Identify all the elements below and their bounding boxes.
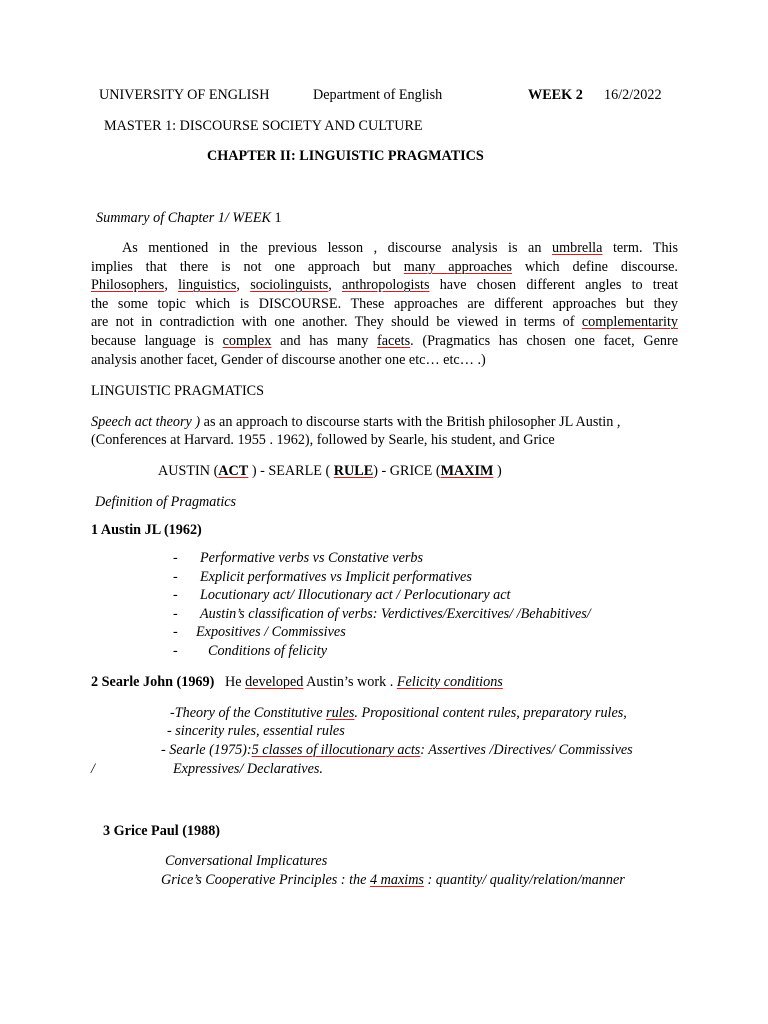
- searle-line-1-pre: -Theory of the Constitutive: [170, 705, 327, 721]
- searle-heading-line: [91, 673, 503, 692]
- austin-item: Expositives / Commissives: [196, 624, 346, 640]
- summary-underlined-term: linguistics: [178, 277, 237, 294]
- austin-searle-grice-row: [158, 462, 502, 481]
- summary-text: are not in contradiction with one another. They should be viewed in terms of: [91, 314, 582, 331]
- searle-line-1-rules: rules: [326, 705, 355, 721]
- searle-line-2: - sincerity rules, essential rules: [167, 723, 345, 739]
- week-label: WEEK 2: [528, 87, 583, 103]
- course-title: MASTER 1: DISCOURSE SOCIETY AND CULTURE: [104, 118, 423, 134]
- summary-heading: [96, 209, 282, 228]
- rule-keyword: RULE: [333, 463, 374, 479]
- austin-item: Conditions of felicity: [208, 643, 328, 659]
- summary-heading-number: 1: [274, 210, 282, 226]
- searle-he: He: [225, 674, 246, 690]
- searle-line-1-post: . Propositional content rules, preparatory rules,: [354, 705, 627, 721]
- summary-text: ,: [236, 277, 251, 294]
- department-name: Department of English: [313, 87, 443, 103]
- summary-line: [91, 313, 678, 332]
- summary-underlined-term: Philosophers: [91, 277, 165, 294]
- cooperative-pre: Grice’s Cooperative Principles : the: [161, 872, 370, 888]
- bullet-dash: -: [173, 606, 178, 622]
- summary-underlined-term: many approaches: [403, 258, 513, 275]
- summary-text: because language is: [91, 332, 223, 349]
- summary-line: [91, 276, 678, 295]
- summary-text: analysis another facet, Gender of discourse another one etc… etc… .): [91, 351, 486, 368]
- searle-line-1: [170, 704, 627, 723]
- act-keyword: ACT: [218, 463, 249, 479]
- summary-text: . (Pragmatics has chosen one facet, Genre: [410, 332, 678, 349]
- summary-text: and has many: [271, 332, 378, 349]
- row-end: ): [493, 463, 502, 479]
- summary-heading-text: Summary of Chapter 1/ WEEK: [96, 210, 271, 226]
- bullet-dash: -: [173, 569, 178, 585]
- searle-line-3: [161, 741, 633, 760]
- austin-item: Austin’s classification of verbs: Verdictives/Exercitives/ /Behabitives/: [200, 606, 591, 622]
- summary-text: term. This: [602, 240, 678, 256]
- austin-label: AUSTIN (: [158, 463, 219, 479]
- illocutionary-classes: 5 classes of illocutionary acts: [251, 742, 421, 758]
- summary-text: ,: [328, 277, 342, 294]
- summary-text: have chosen different angles to treat: [429, 277, 679, 294]
- speech-act-line-1: [91, 413, 620, 432]
- university-name: UNIVERSITY OF ENGLISH: [99, 87, 270, 103]
- summary-text: implies that there is not one approach but: [91, 258, 404, 275]
- summary-text: which define discourse.: [512, 258, 678, 275]
- summary-text: ,: [164, 277, 179, 294]
- speech-act-line-1-text: as an approach to discourse starts with the British philosopher JL Austin ,: [200, 414, 621, 430]
- summary-text: As mentioned in the previous lesson , discourse analysis is an: [122, 240, 552, 256]
- summary-paragraph: [91, 239, 678, 369]
- summary-line: [91, 295, 678, 314]
- date-label: 16/2/2022: [604, 87, 662, 103]
- speech-act-theory: Speech act theory ): [91, 414, 201, 430]
- summary-line: [91, 332, 678, 351]
- austin-item: Explicit performatives vs Implicit performatives: [200, 569, 472, 585]
- bullet-dash: -: [173, 643, 178, 659]
- searle-line-4: Expressives/ Declaratives.: [173, 761, 323, 777]
- searle-heading: 2 Searle John (1969): [91, 674, 215, 690]
- searle-developed: developed: [245, 674, 304, 690]
- summary-line: [91, 239, 678, 258]
- grice-label: ) - GRICE (: [373, 463, 441, 479]
- searle-label: ) - SEARLE (: [248, 463, 334, 479]
- conversational-implicatures: Conversational Implicatures: [165, 853, 328, 869]
- austin-heading: 1 Austin JL (1962): [91, 522, 202, 538]
- felicity-conditions: Felicity conditions: [396, 674, 503, 690]
- four-maxims: 4 maxims: [369, 872, 424, 888]
- cooperative-post: : quantity/ quality/relation/manner: [423, 872, 625, 888]
- austin-item: Locutionary act/ Illocutionary act / Perlocutionary act: [200, 587, 511, 603]
- bullet-dash: -: [173, 587, 178, 603]
- speech-act-line-2: (Conferences at Harvard. 1955 . 1962), followed by Searle, his student, and Grice: [91, 432, 555, 448]
- searle-line-4-slash: /: [91, 761, 95, 777]
- definition-of-pragmatics: Definition of Pragmatics: [95, 494, 237, 510]
- searle-austins-work: Austin’s work .: [303, 674, 397, 690]
- summary-underlined-term: complex: [222, 332, 272, 349]
- summary-underlined-term: anthropologists: [342, 277, 430, 294]
- maxim-keyword: MAXIM: [440, 463, 494, 479]
- summary-line: [91, 258, 678, 277]
- cooperative-principles: [161, 871, 625, 890]
- summary-underlined-term: facets: [377, 332, 411, 349]
- austin-item: Performative verbs vs Constative verbs: [200, 550, 424, 566]
- searle-line-3-pre: - Searle (1975):: [161, 742, 252, 758]
- summary-underlined-term: sociolinguists: [250, 277, 329, 294]
- bullet-dash: -: [173, 550, 178, 566]
- bullet-dash: -: [173, 624, 178, 640]
- summary-text: the some topic which is DISCOURSE. These approaches are different approaches but they: [91, 295, 678, 312]
- chapter-title: CHAPTER II: LINGUISTIC PRAGMATICS: [207, 148, 484, 164]
- summary-underlined-term: umbrella: [551, 240, 603, 256]
- summary-underlined-term: complementarity: [581, 314, 678, 331]
- searle-line-3-post: : Assertives /Directives/ Commissives: [420, 742, 633, 758]
- grice-heading: 3 Grice Paul (1988): [103, 823, 221, 839]
- summary-line: [91, 351, 678, 370]
- section-heading-linguistic-pragmatics: LINGUISTIC PRAGMATICS: [91, 383, 265, 399]
